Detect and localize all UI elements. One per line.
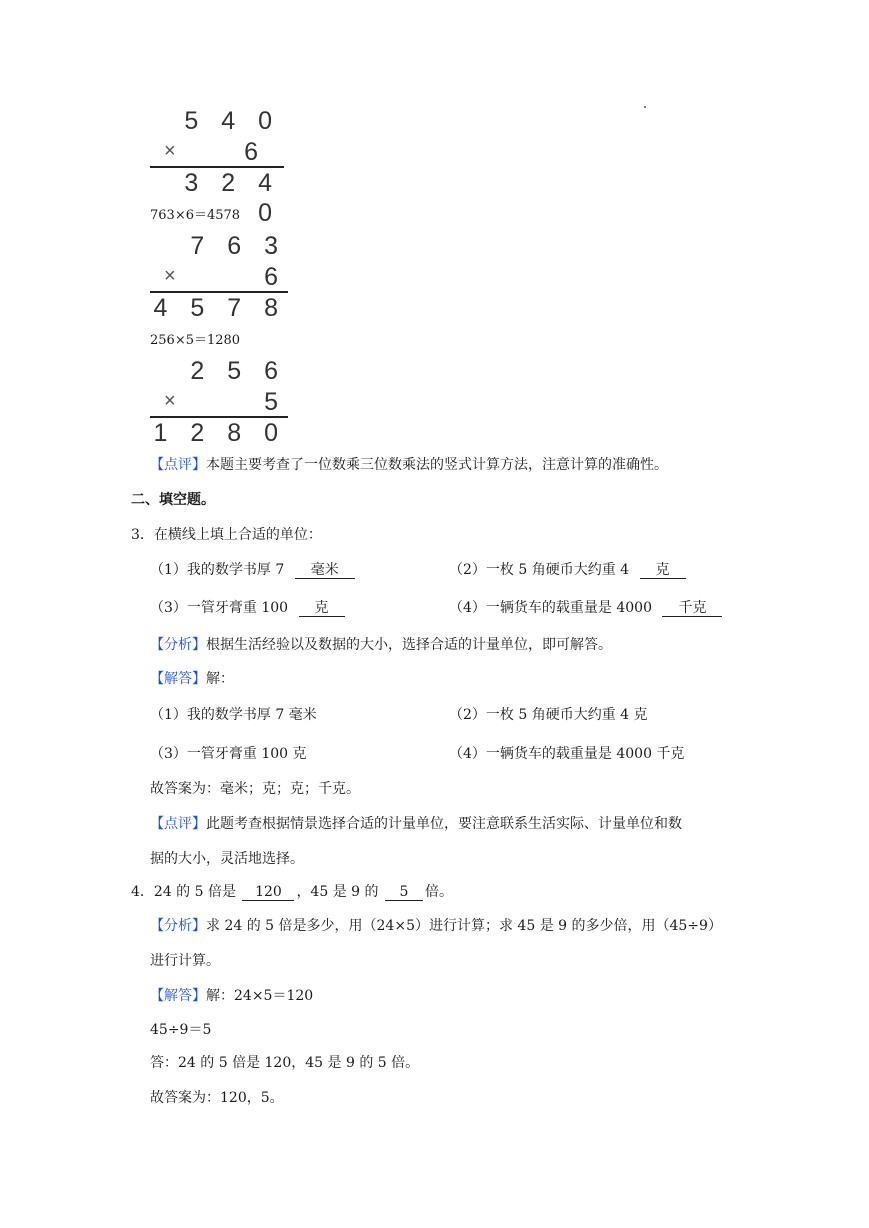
analysis-text: 根据生活经验以及数据的大小，选择合适的计量单位，即可解答。 [206,637,612,653]
answer-blank: 千克 [662,600,722,617]
solution-text: 解： [206,671,234,687]
calc-result: 4 5 7 8 [153,294,286,322]
answer-blank: 克 [640,562,686,579]
answer-blank: 5 [385,884,423,901]
q4-stem-text: ，45 是 9 的 [296,884,379,900]
q3-item-2 [449,559,686,579]
stray-dot [644,106,646,108]
calc-result: 3 2 4 0 [184,169,280,227]
solution-line-2: 45÷9＝5 [150,1022,212,1038]
solution-paragraph [150,985,313,1005]
comment-text: 此题考查根据情景选择合适的计量单位，要注意联系生活实际、计量单位和数 [206,816,682,832]
q3-final-answer: 故答案为：毫米；克；克；千克。 [150,781,360,797]
q3-item-text: （2）一枚 5 角硬币大约重 4 [449,562,630,578]
comment-paragraph [150,813,682,833]
analysis-paragraph [150,915,722,935]
comment-tag: 【点评】 [150,816,206,832]
analysis-text: 求 24 的 5 倍是多少，用（24×5）进行计算；求 45 是 9 的多少倍，用（45÷9） [206,918,722,934]
times-sign: × [164,140,176,162]
answer-blank: 克 [299,600,345,617]
calc-multiplier: 5 [264,388,286,416]
calc-multiplier: 6 [264,263,286,291]
answer-blank: 毫米 [295,562,355,579]
solution-tag: 【解答】 [150,988,206,1004]
analysis-tag: 【分析】 [150,637,206,653]
q4-stem-text: 4．24 的 5 倍是 [131,884,236,900]
equation-763x6: 763×6＝4578 [150,208,241,223]
q3-item-text: （1）我的数学书厚 7 [150,562,285,578]
calc-result: 1 2 8 0 [153,419,286,447]
comment-text: 本题主要考查了一位数乘三位数乘法的竖式计算方法，注意计算的准确性。 [206,457,668,473]
question-4-stem [131,881,453,901]
q3-item-4 [449,597,722,617]
calc-multiplier: 6 [244,138,266,166]
solution-tag: 【解答】 [150,671,206,687]
calc-top-number: 5 4 0 [184,107,280,135]
calc-top-number: 2 5 6 [190,357,286,385]
solution-paragraph [150,668,234,688]
comment-text-cont: 据的大小，灵活地选择。 [150,851,304,867]
analysis-text-cont: 进行计算。 [150,953,220,969]
q3-answer-2: （2）一枚 5 角硬币大约重 4 克 [449,707,648,723]
equation-256x5: 256×5＝1280 [150,333,241,348]
comment-paragraph [150,454,668,474]
q4-final-answer: 故答案为：120，5。 [150,1090,284,1106]
times-sign: × [164,265,176,287]
q3-item-text: （4）一辆货车的载重量是 4000 [449,600,652,616]
section-heading: 二、填空题。 [131,492,215,508]
q4-answer-sentence: 答：24 的 5 倍是 120，45 是 9 的 5 倍。 [150,1055,420,1071]
q3-answer-3: （3）一管牙膏重 100 克 [150,746,307,762]
answer-blank: 120 [242,884,294,901]
q3-item-text: （3）一管牙膏重 100 [150,600,289,616]
vertical-calc-256x5 [150,356,290,446]
times-sign: × [164,390,176,412]
calc-top-number: 7 6 3 [190,232,286,260]
solution-text: 解：24×5＝120 [206,988,314,1004]
q3-answer-1: （1）我的数学书厚 7 毫米 [150,707,317,723]
analysis-tag: 【分析】 [150,918,206,934]
q3-answer-4: （4）一辆货车的载重量是 4000 千克 [449,746,685,762]
analysis-paragraph [150,634,612,654]
q3-item-1 [150,559,355,579]
vertical-calc-763x6 [150,231,290,321]
question-3-stem: 3．在横线上填上合适的单位： [131,527,322,543]
q3-item-3 [150,597,345,617]
comment-tag: 【点评】 [150,457,206,473]
q4-stem-text: 倍。 [424,884,453,900]
